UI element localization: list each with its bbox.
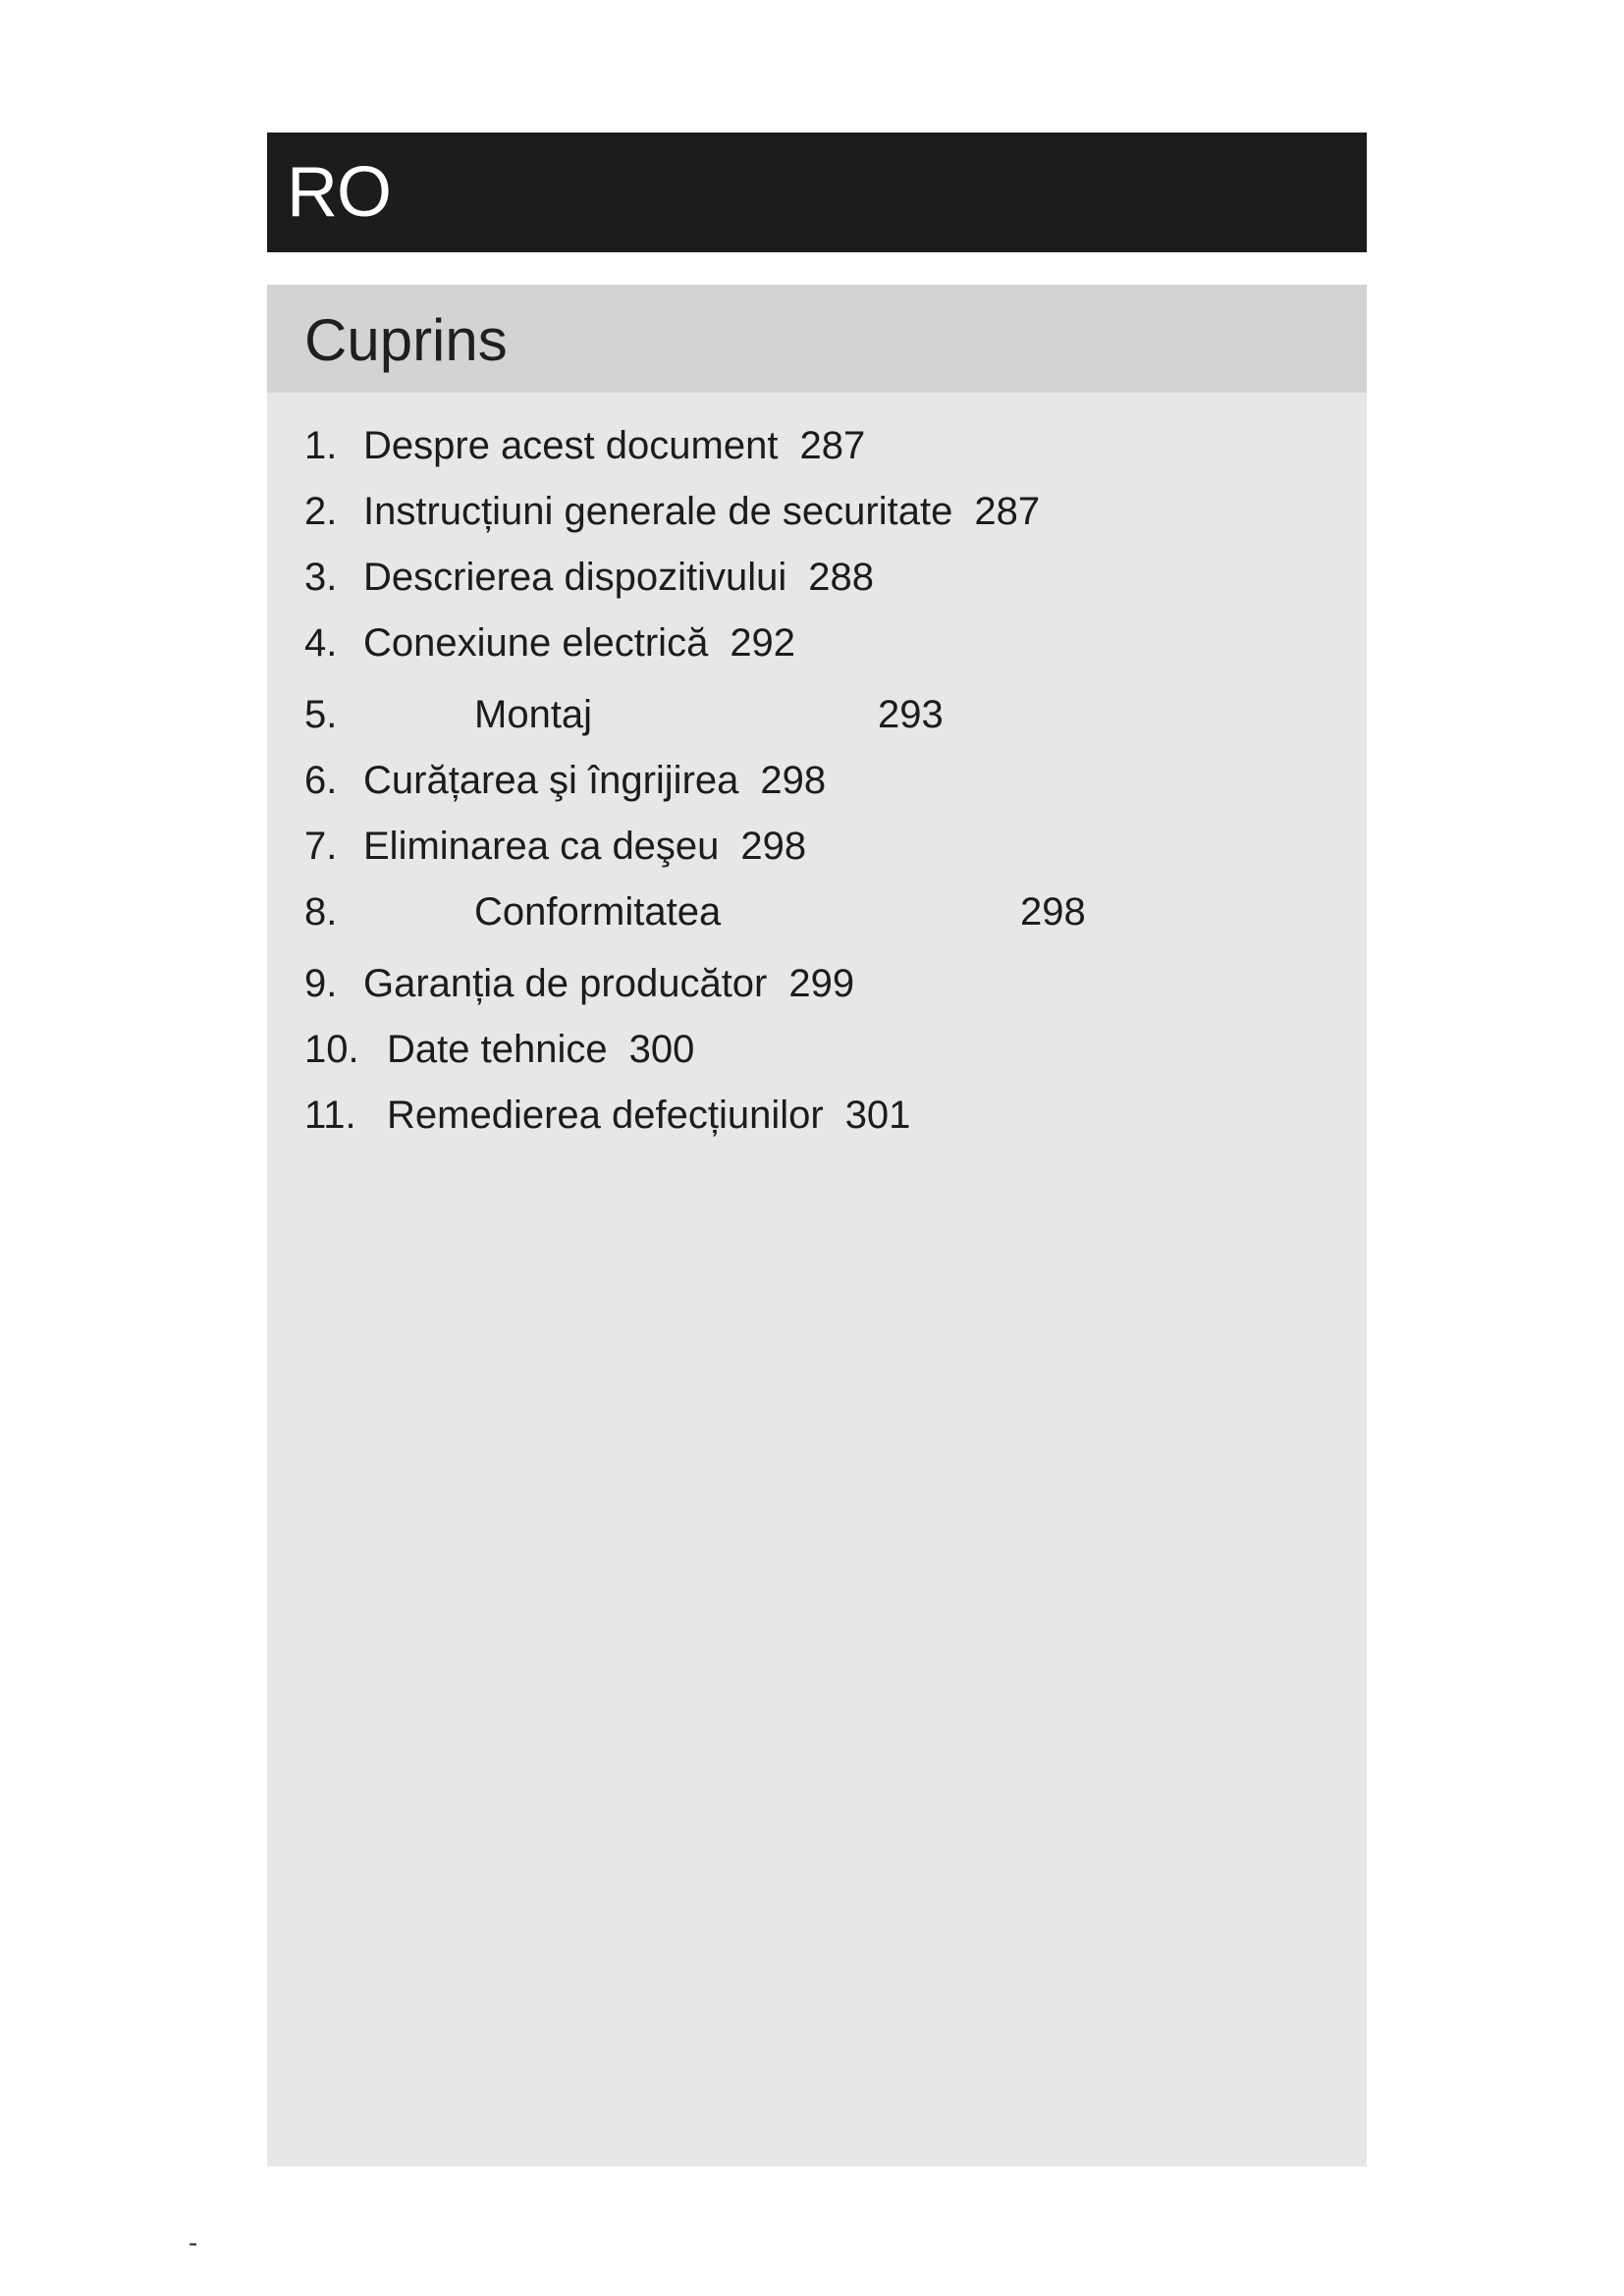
footer-mark: -	[189, 2227, 198, 2258]
toc-item-6[interactable]	[304, 757, 826, 804]
toc-item-page: 287	[799, 424, 866, 467]
toc-item-9[interactable]	[304, 960, 854, 1007]
toc-item-7[interactable]	[304, 823, 806, 870]
toc-item-page: 299	[788, 962, 855, 1005]
toc-item-number: 8.	[304, 890, 338, 934]
toc-item-number: 6.	[304, 759, 338, 802]
toc-item-3[interactable]	[304, 554, 874, 601]
toc-item-1[interactable]	[304, 422, 865, 469]
toc-item-number: 2.	[304, 490, 338, 533]
toc-item-title: Conexiune electrică	[363, 621, 709, 665]
toc-item-page: 287	[974, 490, 1041, 533]
toc-item-number: 5.	[304, 693, 338, 736]
toc-item-8[interactable]	[304, 888, 1086, 935]
toc-item-number: 9.	[304, 962, 338, 1005]
toc-item-title: Garanția de producător	[363, 962, 768, 1005]
toc-item-title: Instrucțiuni generale de securitate	[363, 490, 953, 533]
toc-item-title: Despre acest document	[363, 424, 779, 467]
toc-item-4[interactable]	[304, 619, 795, 667]
toc-item-page: 293	[878, 693, 944, 736]
toc-item-page: 298	[760, 759, 827, 802]
toc-item-number: 11.	[304, 1094, 356, 1137]
toc-item-page: 301	[844, 1094, 911, 1137]
toc-item-11[interactable]	[304, 1092, 910, 1139]
toc-item-page: 298	[1020, 890, 1086, 934]
toc-item-title: Descrierea dispozitivului	[363, 556, 787, 599]
toc-item-page: 300	[628, 1028, 695, 1071]
toc-item-title: Eliminarea ca deşeu	[363, 825, 720, 868]
toc-item-number: 3.	[304, 556, 338, 599]
language-header-bar	[267, 133, 1367, 252]
table-of-contents	[267, 285, 1367, 2166]
toc-item-number: 4.	[304, 621, 338, 665]
toc-item-title: Montaj	[474, 693, 593, 736]
toc-item-2[interactable]	[304, 488, 1040, 535]
toc-item-title: Curățarea şi îngrijirea	[363, 759, 739, 802]
toc-header	[267, 285, 1367, 393]
toc-item-title: Remedierea defecțiunilor	[387, 1094, 824, 1137]
toc-item-page: 292	[730, 621, 796, 665]
toc-item-number: 1.	[304, 424, 338, 467]
toc-item-page: 298	[740, 825, 807, 868]
toc-item-number: 10.	[304, 1028, 359, 1071]
toc-item-5[interactable]	[304, 691, 944, 738]
language-code: RO	[287, 153, 391, 232]
toc-item-title: Conformitatea	[474, 890, 722, 934]
toc-item-title: Date tehnice	[387, 1028, 608, 1071]
toc-item-10[interactable]	[304, 1026, 694, 1073]
toc-item-page: 288	[808, 556, 875, 599]
toc-item-number: 7.	[304, 825, 338, 868]
toc-title: Cuprins	[304, 307, 508, 373]
